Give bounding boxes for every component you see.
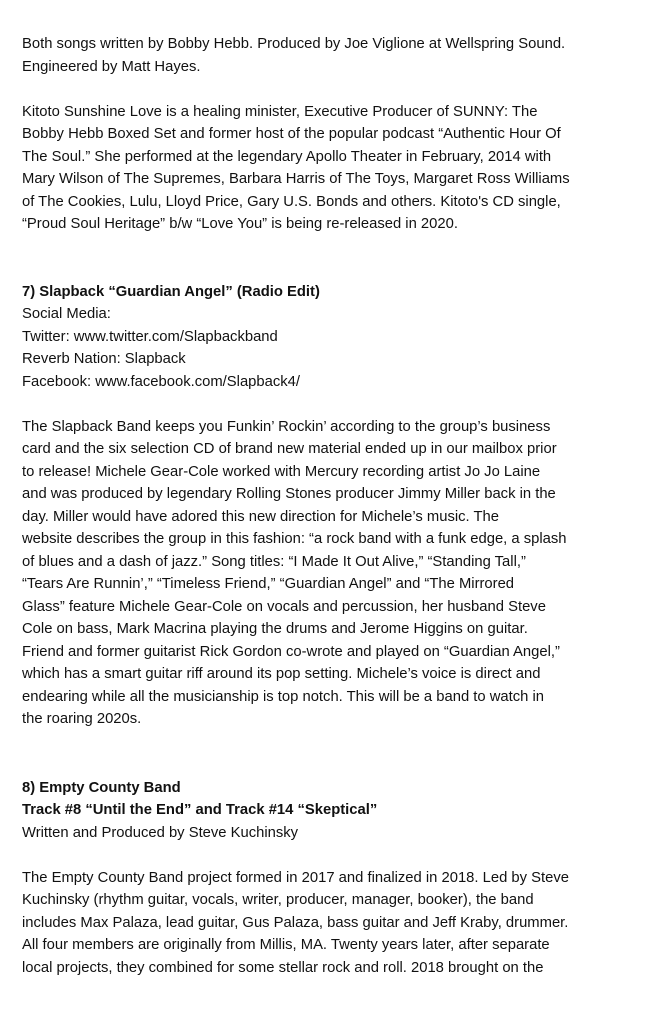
text-line: “Proud Soul Heritage” b/w “Love You” is being re-released in 2020. <box>22 216 458 232</box>
text-line: local projects, they combined for some stellar rock and roll. 2018 brought on the <box>22 959 544 976</box>
text-line: Kitoto Sunshine Love is a healing minister, Executive Producer of SUNNY: The <box>22 103 538 120</box>
text-line: Cole on bass, Mark Macrina playing the drums and Jerome Higgins on guitar. <box>22 621 528 637</box>
text-line: day. Miller would have adored this new direction for Michele’s music. The <box>22 508 500 525</box>
credits-paragraph <box>22 33 652 78</box>
text-line: the roaring 2020s. <box>22 711 142 727</box>
text-line: and was produced by legendary Rolling Stones producer Jimmy Miller back in the <box>22 486 556 502</box>
section-8-tracks-heading: Track #8 “Until the End” and Track #14 “Skeptical” <box>22 802 378 818</box>
paragraph-spacer <box>22 393 652 416</box>
paragraph-spacer <box>22 78 652 101</box>
text-line: of The Cookies, Lulu, Lloyd Price, Gary U.S. Bonds and others. Kitoto's CD single, <box>22 193 561 210</box>
section-7-heading: 7) Slapback “Guardian Angel” (Radio Edit) <box>22 283 320 300</box>
text-line: Mary Wilson of The Supremes, Barbara Harris of The Toys, Margaret Ross Williams <box>22 171 570 187</box>
text-line: endearing while all the musicianship is top notch. This will be a band to watch in <box>22 688 545 705</box>
text-line: Glass” feature Michele Gear-Cole on vocals and percussion, her husband Steve <box>22 598 546 615</box>
text-line: to release! Michele Gear-Cole worked with Mercury recording artist Jo Jo Laine <box>22 463 541 480</box>
text-line: The Slapback Band keeps you Funkin’ Rockin’ according to the group’s business <box>22 418 551 435</box>
section-spacer <box>22 731 652 777</box>
slapback-review-paragraph <box>22 416 652 731</box>
text-line: which has a smart guitar riff around its pop setting. Michele’s voice is direct and <box>22 666 541 682</box>
text-line: Friend and former guitarist Rick Gordon co-wrote and played on “Guardian Angel,” <box>22 643 560 660</box>
text-line: Both songs written by Bobby Hebb. Produced by Joe Viglione at Wellspring Sound. <box>22 36 566 52</box>
text-line: Engineered by Matt Hayes. <box>22 58 201 75</box>
text-line: includes Max Palaza, lead guitar, Gus Palaza, bass guitar and Jeff Kraby, drummer. <box>22 914 569 931</box>
text-line: Bobby Hebb Boxed Set and former host of the popular podcast “Authentic Hour Of <box>22 126 561 142</box>
text-line: All four members are originally from Millis, MA. Twenty years later, after separate <box>22 937 550 953</box>
section-7 <box>22 281 652 731</box>
text-line: website describes the group in this fashion: “a rock band with a funk edge, a splash <box>22 531 567 547</box>
kitoto-bio-paragraph <box>22 101 652 236</box>
section-spacer <box>22 236 652 281</box>
empty-county-review-paragraph <box>22 867 652 980</box>
text-line: The Empty County Band project formed in 2017 and finalized in 2018. Led by Steve <box>22 869 570 886</box>
paragraph-spacer <box>22 844 652 867</box>
text-line: “Tears Are Runnin’,” “Timeless Friend,” “Guardian Angel” and “The Mirrored <box>22 576 515 592</box>
social-media-label: Social Media: <box>22 306 111 322</box>
twitter-link-text: Twitter: www.twitter.com/Slapbackband <box>22 328 278 345</box>
facebook-link-text: Facebook: www.facebook.com/Slapback4/ <box>22 373 300 390</box>
text-line: Kuchinsky (rhythm guitar, vocals, writer, producer, manager, booker), the band <box>22 892 534 908</box>
text-line: of blues and a dash of jazz.” Song titles: “I Made It Out Alive,” “Standing Tall,” <box>22 553 526 570</box>
reverb-nation-text: Reverb Nation: Slapback <box>22 351 186 367</box>
section-8 <box>22 777 652 980</box>
section-8-heading: 8) Empty County Band <box>22 779 181 796</box>
text-line: The Soul.” She performed at the legendary Apollo Theater in February, 2014 with <box>22 148 552 165</box>
document-page <box>22 33 652 979</box>
section-8-credit: Written and Produced by Steve Kuchinsky <box>22 824 299 841</box>
text-line: card and the six selection CD of brand new material ended up in our mailbox prior <box>22 441 557 457</box>
